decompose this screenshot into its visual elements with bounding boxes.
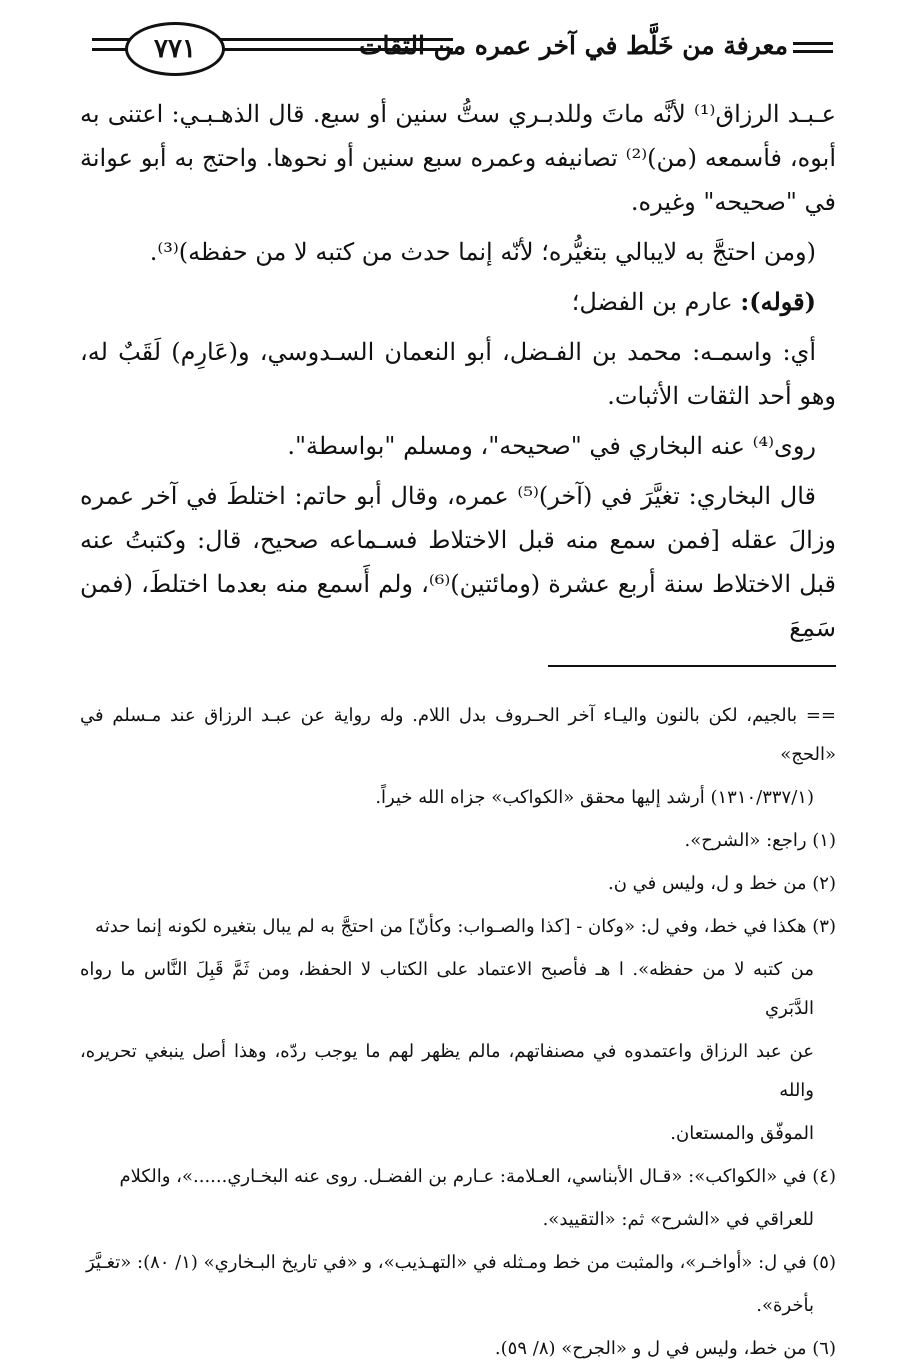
footnote-line: بأخرة».: [756, 1295, 814, 1316]
page-number: ٧٧١: [125, 22, 225, 76]
paragraph: أي: واسمـه: محمد بن الفـضل، أبو النعمان السـدوسي، و(عَارِم) لَقَبٌ له، وهو أحد الثقات الأثبات.: [80, 338, 836, 410]
footnote-line: الموفّق والمستعان.: [670, 1123, 814, 1144]
footnote-line: (١) راجع: «الشرح».: [684, 830, 836, 851]
main-text: [80, 92, 836, 650]
footnote-line: == بالجيم، لكن بالنون واليـاء آخر الحـروف بدل اللام. وله رواية عن عبـد الرزاق عند مـسلم في «الحج»: [80, 705, 836, 765]
paragraph: [80, 280, 836, 324]
running-title: معرفة من خَلَّط في آخر عمره من الثقات: [359, 31, 788, 60]
footnote-line: عن عبد الرزاق واعتمدوه في مصنفاتهم، مالم يظهر لهم ما يوجب ردّه، وهذا أصل ينبغي تحريره، والله: [80, 1041, 814, 1101]
footnote-line: (٤) في «الكواكب»: «قـال الأبناسي، العـلامة: عـارم بن الفضـل. روى عنه البخـاري......»، والكلام: [119, 1166, 836, 1187]
footnote-line: للعراقي في «الشرح» ثم: «التقييد».: [542, 1209, 814, 1230]
heading-text: عارم بن الفضل؛: [571, 288, 741, 316]
footnote-line: (٢) من خط و ل، وليس في ن.: [607, 873, 836, 894]
quote-marker: (قوله):: [740, 287, 816, 316]
header-rule-right-top: [793, 42, 833, 45]
paragraph: عـبـد الرزاق⁽¹⁾ لأنَّه ماتَ وللدبـري ستُّ سنين أو سبع. قال الذهـبـي: اعتنى به أبوه، فأسمعه (من)⁽²⁾ تصانيفه وعمره سبع سنين أو نحوها. واحتج به أبو عوانة في "صحيحه" وغيره.: [80, 100, 836, 216]
footnote-line: (٣) هكذا في خط، وفي ل: «وكان - [كذا والصـواب: وكأنّ] من احتجَّ به لم يبال بتغيره لكونه إنما حدثه: [95, 916, 836, 937]
footnotes: [80, 696, 836, 1372]
paragraph: (ومن احتجَّ به لايبالي بتغيُّره؛ لأنّه إنما حدث من كتبه لا من حفظه)⁽³⁾.: [149, 238, 816, 266]
footnote-line: (١٣١٠/٣٣٧/١) أرشد إليها محقق «الكواكب» جزاه الله خيراً.: [375, 787, 814, 808]
footnote-line: (٥) في ل: «أواخـر»، والمثبت من خط ومـثله في «التهـذيب»، و «في تاريخ البـخاري» (١/ ٨٠): «تغـيَّرَ: [85, 1252, 836, 1273]
footnote-line: (٦) من خط، وليس في ل و «الجرح» (٨/ ٥٩).: [494, 1338, 836, 1359]
paragraph: روى⁽⁴⁾ عنه البخاري في "صحيحه"، ومسلم "بواسطة".: [287, 432, 816, 460]
paragraph: قال البخاري: تغيَّرَ في (آخر)⁽⁵⁾ عمره، وقال أبو حاتم: اختلطَ في آخر عمره وزالَ عقله [فمن سمع منه قبل الاختلاط فسـماعه صحيح، قال: وكتبتُ عنه قبل الاختلاط سنة أربع عشرة (ومائتين)⁽⁶⁾، ولم أَسمع منه بعدما اختلطَ، (فمن سَمِعَ: [80, 482, 836, 642]
footnote-line: من كتبه لا من حفظه». ا هـ فأصبح الاعتماد على الكتاب لا الحفظ، ومن ثَمَّ قَبِلَ النَّاس ما رواه الدَّبَري: [80, 959, 814, 1019]
header-rule-right-bottom: [793, 50, 833, 53]
footnote-separator: [548, 665, 836, 667]
